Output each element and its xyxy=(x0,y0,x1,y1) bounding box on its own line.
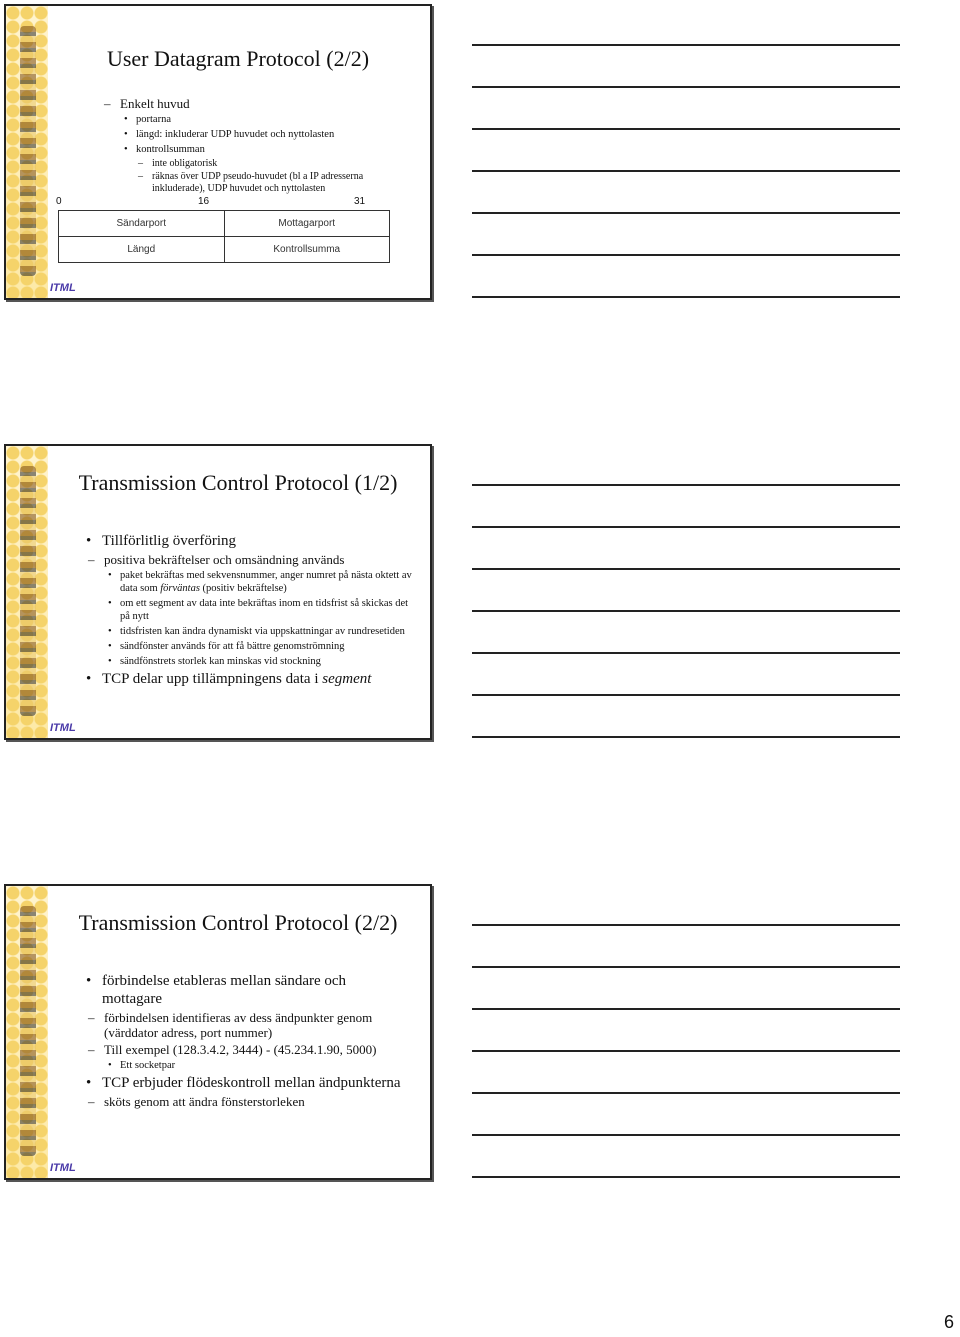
bullet: – inte obligatorisk xyxy=(138,158,422,170)
bit-label: 31 xyxy=(354,196,366,207)
udp-header-diagram xyxy=(56,196,392,263)
bullet: • paket bekräftas med sekvensnummer, anger numret på nästa oktett av data som förväntas (positiv bekräftelse) xyxy=(106,569,418,595)
bullet: • sändfönstrets storlek kan minskas vid stockning xyxy=(106,655,418,668)
field-cell: Sändarport xyxy=(59,211,225,237)
honeycomb-strip xyxy=(6,446,48,738)
slide-udp xyxy=(4,4,432,300)
field-cell: Mottagarport xyxy=(224,211,390,237)
bullet: – Till exempel (128.3.4.2, 3444) - (45.234.1.90, 5000) xyxy=(86,1042,406,1057)
bullet: • längd: inkluderar UDP huvudet och nyttolasten xyxy=(122,128,422,141)
honeycomb-strip xyxy=(6,6,48,298)
bullet: • kontrollsumman xyxy=(122,143,422,156)
bullet: • TCP erbjuder flödeskontroll mellan ändpunkterna xyxy=(86,1074,406,1092)
bit-label: 16 xyxy=(198,196,210,207)
field-cell: Kontrollsumma xyxy=(224,237,390,263)
bullet: – positiva bekräftelser och omsändning används xyxy=(86,552,418,567)
bullet: • Ett socketpar xyxy=(106,1059,406,1072)
slide-tcp-2 xyxy=(4,884,432,1180)
slide-title: Transmission Control Protocol (1/2) xyxy=(78,470,398,495)
bullet: – sköts genom att ändra fönsterstorleken xyxy=(86,1094,406,1109)
bullet: • sändfönster används för att få bättre genomströmning xyxy=(106,640,418,653)
bullet: • tidsfristen kan ändra dynamiskt via uppskattningar av rundresetiden xyxy=(106,625,418,638)
bullet: – räknas över UDP pseudo-huvudet (bl a IP adresserna inkluderade), UDP huvudet och nyttolasten xyxy=(138,171,382,195)
bullet: • förbindelse etableras mellan sändare och mottagare xyxy=(86,972,406,1008)
page-number: 6 xyxy=(943,1312,954,1332)
slide-title: User Datagram Protocol (2/2) xyxy=(106,46,370,71)
bullet: • portarna xyxy=(122,113,422,126)
itml-logo: ITML xyxy=(50,282,76,294)
bullet: • om ett segment av data inte bekräftas inom en tidsfrist så skickas det på nytt xyxy=(106,597,418,623)
field-cell: Längd xyxy=(59,237,225,263)
bit-label: 0 xyxy=(56,196,62,207)
bullet: – Enkelt huvud xyxy=(102,96,422,111)
honeycomb-strip xyxy=(6,886,48,1178)
note-lines xyxy=(472,924,900,1218)
itml-logo: ITML xyxy=(50,722,76,734)
bullet: – förbindelsen identifieras av dess ändpunkter genom (värddator adress, port nummer) xyxy=(86,1010,406,1040)
itml-logo: ITML xyxy=(50,1162,76,1174)
note-lines xyxy=(472,44,900,338)
bullet: • Tillförlitlig överföring xyxy=(86,532,418,550)
slide-tcp-1 xyxy=(4,444,432,740)
note-lines xyxy=(472,484,900,778)
bullet: • TCP delar upp tillämpningens data i segment xyxy=(86,670,418,688)
slide-title: Transmission Control Protocol (2/2) xyxy=(78,910,398,935)
